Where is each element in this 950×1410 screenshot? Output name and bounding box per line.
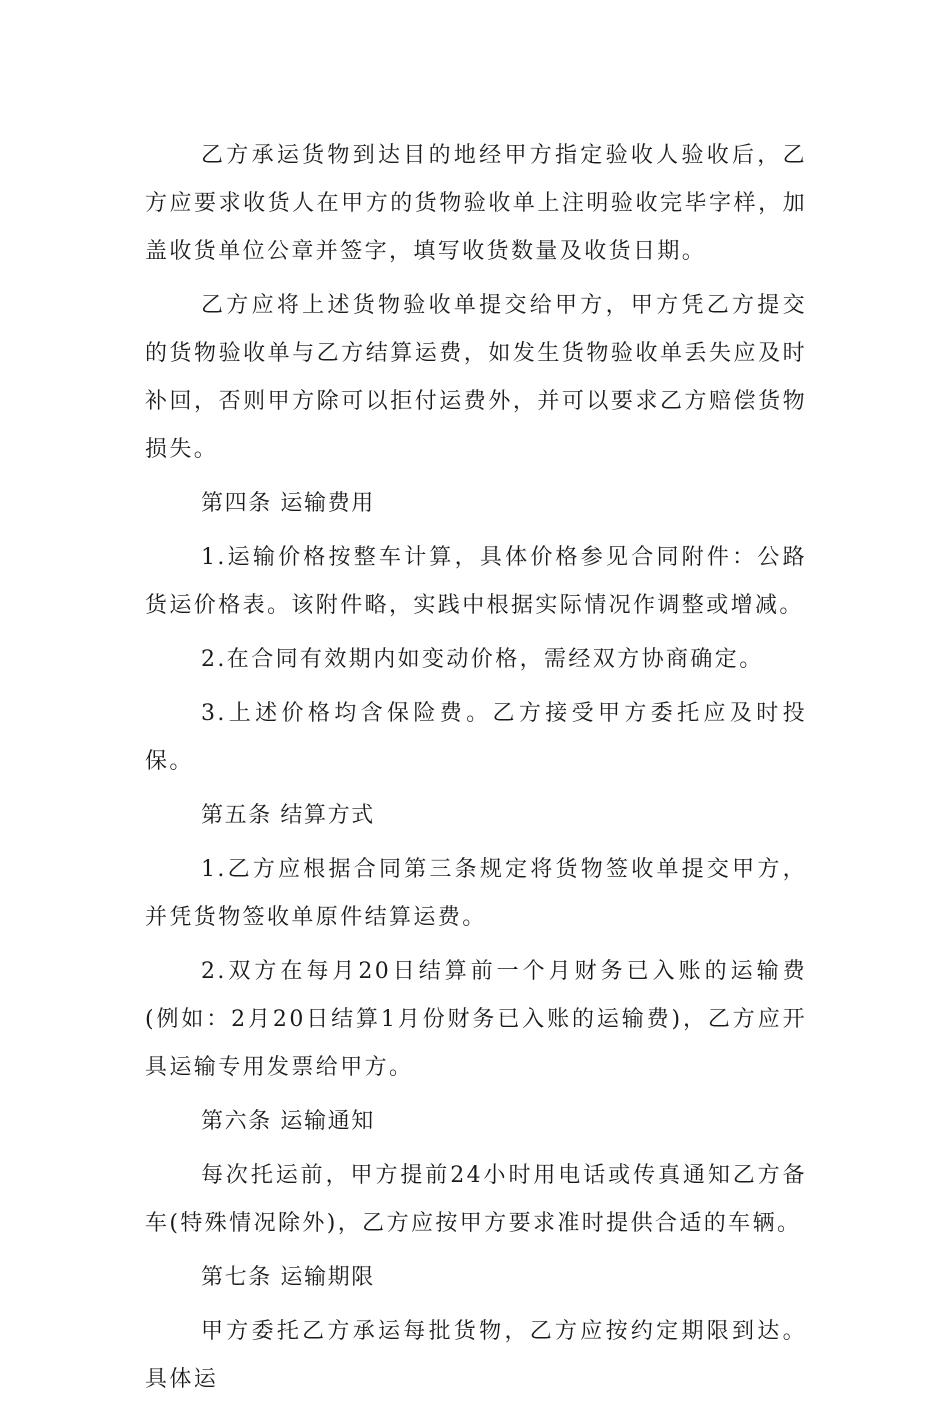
paragraph-receipt-submission: 乙方应将上述货物验收单提交给甲方，甲方凭乙方提交的货物验收单与乙方结算运费，如发生货物验收单丢失应及时补回，否则甲方除可以拒付运费外，并可以要求乙方赔偿货物损失。 bbox=[145, 293, 807, 462]
paragraph-article-7: 甲方委托乙方承运每批货物，乙方应按约定期限到达。具体运 bbox=[145, 1319, 807, 1392]
paragraph-acceptance: 乙方承运货物到达目的地经甲方指定验收人验收后，乙方应要求收货人在甲方的货物验收单上注明验收完毕字样，加盖收货单位公章并签字，填写收货数量及收货日期。 bbox=[145, 143, 807, 264]
heading-article-6: 第六条 运输通知 bbox=[201, 1109, 375, 1134]
paragraph-article-4-item-1: 1.运输价格按整车计算，具体价格参见合同附件：公路货运价格表。该附件略，实践中根据实际情况作调整或增减。 bbox=[145, 545, 807, 618]
paragraph-article-5-item-2: 2.双方在每月20日结算前一个月财务已入账的运输费(例如：2月20日结算1月份财务已入账的运输费)，乙方应开具运输专用发票给甲方。 bbox=[145, 959, 807, 1080]
paragraph-article-4-item-2: 2.在合同有效期内如变动价格，需经双方协商确定。 bbox=[201, 647, 764, 672]
paragraph-article-6: 每次托运前，甲方提前24小时用电话或传真通知乙方备车(特殊情况除外)，乙方应按甲方要求准时提供合适的车辆。 bbox=[145, 1163, 807, 1236]
heading-article-4: 第四条 运输费用 bbox=[201, 491, 375, 516]
paragraph-article-4-item-3: 3.上述价格均含保险费。乙方接受甲方委托应及时投保。 bbox=[145, 701, 807, 774]
heading-article-7: 第七条 运输期限 bbox=[201, 1265, 375, 1290]
paragraph-article-5-item-1: 1.乙方应根据合同第三条规定将货物签收单提交甲方，并凭货物签收单原件结算运费。 bbox=[145, 857, 807, 930]
document-body bbox=[145, 132, 807, 1410]
heading-article-5: 第五条 结算方式 bbox=[201, 803, 375, 828]
